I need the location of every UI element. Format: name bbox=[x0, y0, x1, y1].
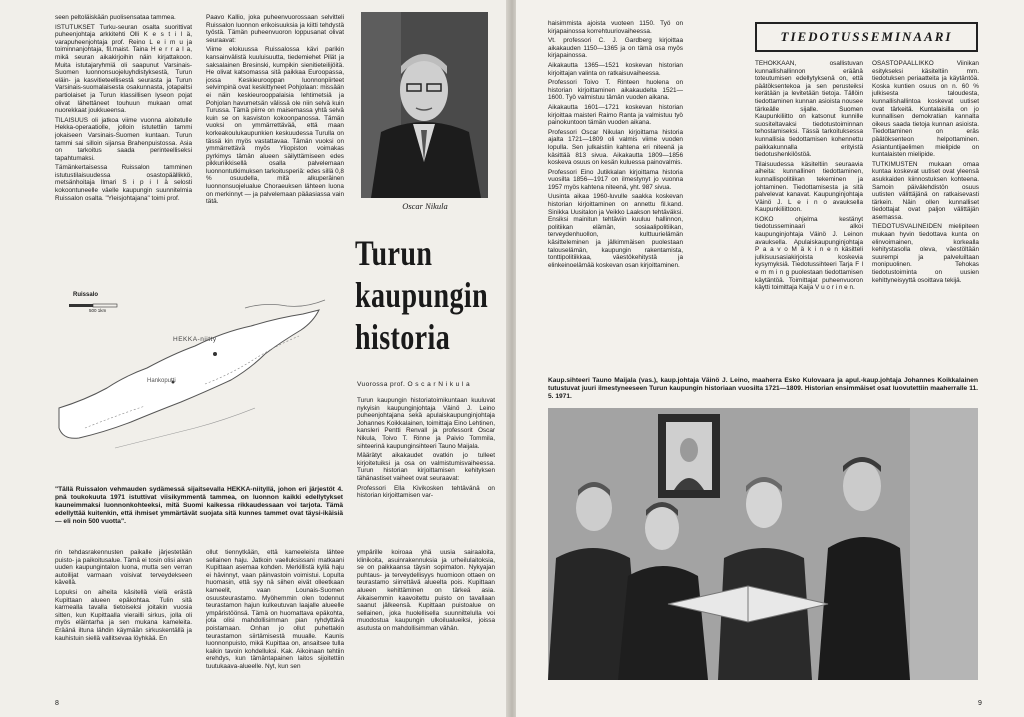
ruissalo-map bbox=[55, 288, 343, 468]
seminar-heading: TIEDOTUSSEMINAARI bbox=[755, 22, 978, 52]
map-scale: 500 1km bbox=[89, 308, 107, 313]
paragraph: ollut tiennytkään, että kameeleista lähtee sellainen haju. Jatkoin vaelluksissani matkaani Kupittaan asemaa kohden. Merkillistä kyllä haju ei hävinnyt, vaan päinvastoin voimistui. Lopulta huomasin, että syy nä siihen eivät olleetkaan kameelit, vaan Lounais-Suomen osuusteurastamo. Myöhemmin olen todennut teurastamon hajun kulkeutuvan laajalle alueelle ympäristöönsä. Tämä on huomattava epäkohta, jota olisi mahdollisimman pian ryhdyttävä poistamaan. Onhan jo ollut puhettakin teurastamon siirtämisestä muualle. Kaunis luonnonpuisto, mikä Kupittaa on, ansaitsee tulla kaikin tavoin kohdelluksi. Kak. Aikoinaan tehtiin erehdys, kun tämäntapainen laitos sijoitettiin tuutukaava-alueelle. Nyt, kun sen bbox=[206, 549, 344, 670]
title-line: kaupungin bbox=[355, 275, 489, 315]
paragraph: Turun kaupungin historiatoimikuntaan kuuluvat nykyisin kaupunginjohtaja Väinö J. Leino puheenjohtajana sekä apulaiskaupunginjohtaja Johannes Koikkalainen, toimittaja Eino Lehtinen, kansleri Pentti Renvall ja professorit Oscar Nikula, Toivo T. Rinne ja Paivio Tommila, sihteerinä kaupunginsihteeri Tauno Maijala. bbox=[357, 397, 495, 450]
title-line: Turun bbox=[355, 233, 433, 273]
paragraph: TUTKIMUSTEN mukaan omaa kuntaa koskevat uutiset ovat yleensä asukkaiden kiinnostuksen kohteena. Samoin päivälehdistön osuus uutisten välittäjänä on ratkaisevasti tärkein. Näin ollen kunnalliset tiedottajat ovat paljon välittäjän asemassa. bbox=[872, 160, 979, 221]
group-photo bbox=[548, 408, 978, 680]
left-column-3 bbox=[357, 397, 495, 539]
title-line: historia bbox=[355, 317, 451, 357]
book-title bbox=[355, 232, 489, 358]
paragraph: TILAISUUS oli jatkoa viime vuonna aloitetulle Hekka-operaatiolle, jolloin istutettiin tammi jokaiseen Varsinais-Suomen kuntaan. Turun tammi sai silloin sijansa Brahenpuistossa. Asia on tarkoitus saada perinteelliseksi tapahtumaksi. bbox=[55, 116, 192, 162]
paragraph: Professori Ella Kivikosken tehtävänä on historian kirjoittamisen var- bbox=[357, 484, 495, 500]
paragraph: Lopuksi on aiheita käsitellä vielä erästä Kupittaan alueen epäkohtaa. Tulin sitä karmealla tavalla tietoiseksi joitakin vuosia sitten, kun Kupittaalla vierailli sirkus, jolla oli myös eläintarha ja sen mukana kameleita. Eräänä iltuna lähdin käymään sirkuskentällä ja kauhistuin siellä vallitsevaa löyhkää. En bbox=[55, 588, 192, 642]
left-column-2 bbox=[206, 14, 344, 276]
paragraph: Tilaisuudessa käsiteltiin seuraavia aiheita: kunnallinen tiedottaminen, kunnallispolitiikan tekeminen ja johtaminen. Tiedottamisesta ja sitä palvelevat kanavat. Kaupunginjohtaja Väinö J. L e i n o avauksella Kaupunkiliittoon. bbox=[755, 160, 863, 214]
portrait-caption: Oscar Nikula bbox=[402, 201, 448, 211]
paragraph: ympärille koiroaa yhä uusia sairaaloita, klinikoita, asuinrakennuksia ja urheilulaitoksia, se on paikkaansa täysin sopimaton. Nykyajan puhtaus- ja terveydellisyys huomioon ottaen on teurastamo siirrettävä alueelta pois. Kupittaan alueen kehittäminen on tärkeä asia. Aikaisemmin kaavoitettu puisto on tavallaan saanut jälkeensä. Kupittaan puistoalue on sellainen, joka huolellisella suunnittelulla voi muodostua kaupungin ulkoilualueiksi, joissa asutusta on mahdollisimman vähän. bbox=[357, 549, 495, 632]
map-title: Ruissalo bbox=[73, 292, 99, 298]
paragraph: Määrätyt aikakaudet ovatkin jo tulleet kirjoitetuiksi ja osa on valmistumisvaiheessa. Turun historian kirjoittamisen kehityksen tähänastiset vaiheet ovat seuraavat: bbox=[357, 452, 495, 482]
right-column-1 bbox=[548, 20, 683, 362]
left-page bbox=[0, 0, 508, 717]
right-column-2 bbox=[755, 60, 863, 362]
paragraph: TEHOKKAAN, osallistuvan kunnallishallinnon eräänä toteutumisen edellytyksenä on, että päätöksentekoa ja sen perusteiksi kerätään ja levitetään tietoja. Tällöin tiedottaminen kunnan asioista nousee tärkeälle sijalle. Suomen Kaupunkiliitto on katsonut kunnille suositeltavaksi tiedotustoiminnan tehostamiseksi. Tässä tarkoituksessa kunnallisia tiedottamisen kohennettu paikkakunnalla erityistä tiedotushenkilöstöä. bbox=[755, 60, 863, 159]
portrait-illustration bbox=[361, 12, 488, 198]
paragraph: rin tehdasrakennusten paikalle järjestetään puisto- ja paikoitusalue. Tämä ei tosin olisi aivan uuden kaupungintalon luona, mutta sen verran autoilijat varmaan voisivat terveydekseen kävellä. bbox=[55, 549, 192, 587]
left-column-1 bbox=[55, 14, 192, 276]
portrait-photo bbox=[361, 12, 488, 198]
paragraph: haisimmista ajoista vuoteen 1150. Työ on kirjapainossa korrehtuuriovaiheessa. bbox=[548, 20, 683, 35]
paragraph: ISTUTUKSET Turku-seuran osalta suorittivat puheenjohtaja arkkitehti Olli K e s t i l ä, varapuheenjohtaja prof. Reino L e i m u ja toiminnanjohtaja, fil.maist. Taina H e r r a l a, mikä seuran aikakirjoihin näin kirjattakoon. Muita istutajaryhmiä oli saapunut Varsinais-Suomen luonnonsuojeluyhdistyksestä, Turun eläin- ja kasvitieteellisestä seurasta ja Turun Varsinais-suomalaisesta osakunnasta, jotapaitsi partiolaiset ja Turun klassillisen lyseon pojat olivat lähettäneet touhuun mukaan omat nuorekkaat joukkueensa. bbox=[55, 23, 192, 115]
bottom-column-2 bbox=[206, 549, 344, 699]
paragraph: Viime elokuussa Ruissalossa kävi parikin kansainvälistä kuuluisuutta, tiedemiehet Pilät ja saksalainen Bresinski, kumpikin sienitieteilijöitä. He olivat katsomassa sitä paikkaa Euroopassa, jossa Keskieurooppan luonnonpiirteet selvimpinä ovat keskittyneet Pohjolaan: missään ei näin keskieurooppalaisia lehtimetsiä ja Pohjolan havumetsän välissä ole niin selvä kuin Turussa. Tämä piirre on maisemassa yhtä selvä kuin se on kasviston kokoonpanossa. Tämän vuoksi on ymmärrettävää, että maan korkeakoulukaupunkien keskuudessa Turulla on tässä kin myös vastattavaa. Tämän vuoksi on ymmärrettävä myös Yliopiston voimakas pyrkimys tämän alueen säilyttämiseen edes pikkuriikkisellä osalla palvelemaan luonnontutkimuksen tarkoitusperiä: edes sillä 0,8 % osuudella, mitä alkuperäinen luonnonsuojelualue Choraeuksen lähteen luona on merkinnyt — ja palvelemaan pääasiassa vain tätä. bbox=[206, 46, 344, 206]
bottom-column-1 bbox=[55, 549, 192, 699]
page-number: 9 bbox=[978, 700, 982, 707]
paragraph: Paavo Kallio, joka puheenvuorossaan selvitteli Ruissalon luonnon erikoisuuksia ja kiitti tehdystä työstä. Tämän puheenvuoron loppusanat olivat seuraavat: bbox=[206, 14, 344, 44]
hekka-label: HEKKA-niitty bbox=[173, 336, 217, 343]
page-number: 8 bbox=[55, 700, 59, 707]
paragraph: Tämänkertaisessa Ruissalon tamminen istutustilaisuudessa osastopäällikkö, metsänhoitaja Ilmari S i p i l ä selosti kokoontuneelle väelle kaupungin suunnitelmia Ruissalon osalta. "Yleisjohtajana" toimi prof. bbox=[55, 164, 192, 202]
bottom-column-3 bbox=[357, 549, 495, 699]
hankoputti-label: Hankoputti bbox=[147, 378, 176, 384]
paragraph: Uusinta aikaa 1960-luvulle saakka koskevan historian kirjoittaminen on annettu fil.kand. Sinikka Uusitalon ja Veikko Laakson tehtäväksi. Ensiksi mainitun tehtäviin kuuluu hallinnon, politiikan elämän, sosiaalipolitiikan, terveydenhuollon, kulttuurielämän käsitteleminen ja jälkimmäisen puolestaan talouselämän, kaupungin rakentamista, tonttipolitiikkaa, väestökehitystä ja elinkeinoelämää koskevan osan kirjoittaminen. bbox=[548, 193, 683, 269]
paragraph: Professori Eino Jutikkalan kirjoittama historia vuosilta 1856—1917 on ilmestynyt jo vuonna 1957 myös kahtena niteenä, yht. 987 sivua. bbox=[548, 168, 683, 191]
group-photo-illustration bbox=[548, 408, 978, 680]
map-drawing bbox=[55, 288, 343, 468]
article-author: Vuorossa prof. O s c a r N i k u l a bbox=[357, 381, 471, 388]
paragraph: seen peltoläiskään puolisensataa tammea. bbox=[55, 14, 176, 21]
paragraph: Vt. professori C. J. Gardberg kirjoittaa aikakauden 1150—1365 ja on tämä osa myös kirjapainossa. bbox=[548, 37, 683, 60]
paragraph: KOKO ohjelma kestänyt tiedotusseminaari alkoi kaupunginjohtaja Väinö J. Leinon avauksella. Apulaiskaupunginjohtaja P a a v o M ä k i n e n käsitteli julkisuusasiakirjoista koskevia kysymyksiä. Tiedotussihteeri Tarja F l e m m i n g puolestaan tiedottamisen käytäntöä. Toimittajat puheenvuoron käytti toimittaja Kaija V u o r i n e n. bbox=[755, 215, 863, 292]
right-column-3 bbox=[872, 60, 979, 362]
paragraph: TIEDOTUSVALINEIDEN mielipiteen mukaan hyvin tiedottava kunta on elinvoimainen, korkealla kehitystasolla oleva, väestöltään suurempi ja palveluiltaan monipuolinen. Tehokas tiedotustoiminta on uusien kehittyneisyyttä osoittava tekijä. bbox=[872, 223, 979, 284]
map-caption: "Tällä Ruissalon vehmauden sydämessä sijaitsevalla HEKKA-niityllä, johon eri järjestöt 4. pnä toukokuuta 1971 istuttivat viisikymmentä tammea, on luonnon kaikki edellytykset kauneimmaksi luonnonkohteeksi, mitä Suomi kaikessa rikkaudessaan voi tarjota. Tämä edellyttää kuitenkin, että ihmiset ymmärtävät suojata sitä kunnes tammet ovat täysi-ikäisiä — eli noin 500 vuotta". bbox=[55, 486, 343, 525]
paragraph: Professori Toivo T. Rinteen huolena on historian kirjoittaminen aikakaudelta 1521—1600. Työ valmistuu tämän vuoden aikana. bbox=[548, 79, 683, 102]
paragraph: Aikakautta 1601—1721 koskevan historian kirjoittaa maisteri Raimo Ranta ja valmistuu työ painokuntoon tämän vuoden aikana. bbox=[548, 103, 683, 127]
group-photo-caption: Kaup.sihteeri Tauno Maijala (vas.), kaup.johtaja Väinö J. Leino, maaherra Esko Kulovaara ja apul.-kaup.johtaja Johannes Koikkalainen tutustuvat juuri ilmestyneeseen Turun kaupungin historiaan vuosilta 1721—1809. Historian ensimmäiset osat luovutettiin maaherralle 11. 5. 1971. bbox=[548, 377, 978, 400]
paragraph: Aikakautta 1365—1521 koskevan historian kirjoittajan valinta on ratkaisuvaiheessa. bbox=[548, 61, 683, 77]
paragraph: Professori Oscar Nikulan kirjoittama historia ajalta 1721—1809 oli valmis viime vuoden lopulla. Sen julkaistiin kahtena eri niteenä ja käsittää 813 sivua. Aikakautta 1809—1856 koskeva osuus on kesän kuluessa painovalmis. bbox=[548, 128, 683, 167]
paragraph: OSASTOPÄÄLLIKKÖ Viinikan esitykseksi käsiteltiin mm. tiedotuksen periaatteita ja käytäntöä. Koska kuntien osuus on n. 60 % julkisesta taloudesta, kunnallishallintoa koskevat uutiset ovat tärkeitä. Kuntalaisilla on jo kunnallisen demokratian kannalta oikeus saada tietoja kunnan asioista. Tiedottaminen on eräs päätöksenteon helpottaminen. Asiantuntijaelimen mielipide on kuntalaisten mielipide. bbox=[872, 60, 979, 159]
